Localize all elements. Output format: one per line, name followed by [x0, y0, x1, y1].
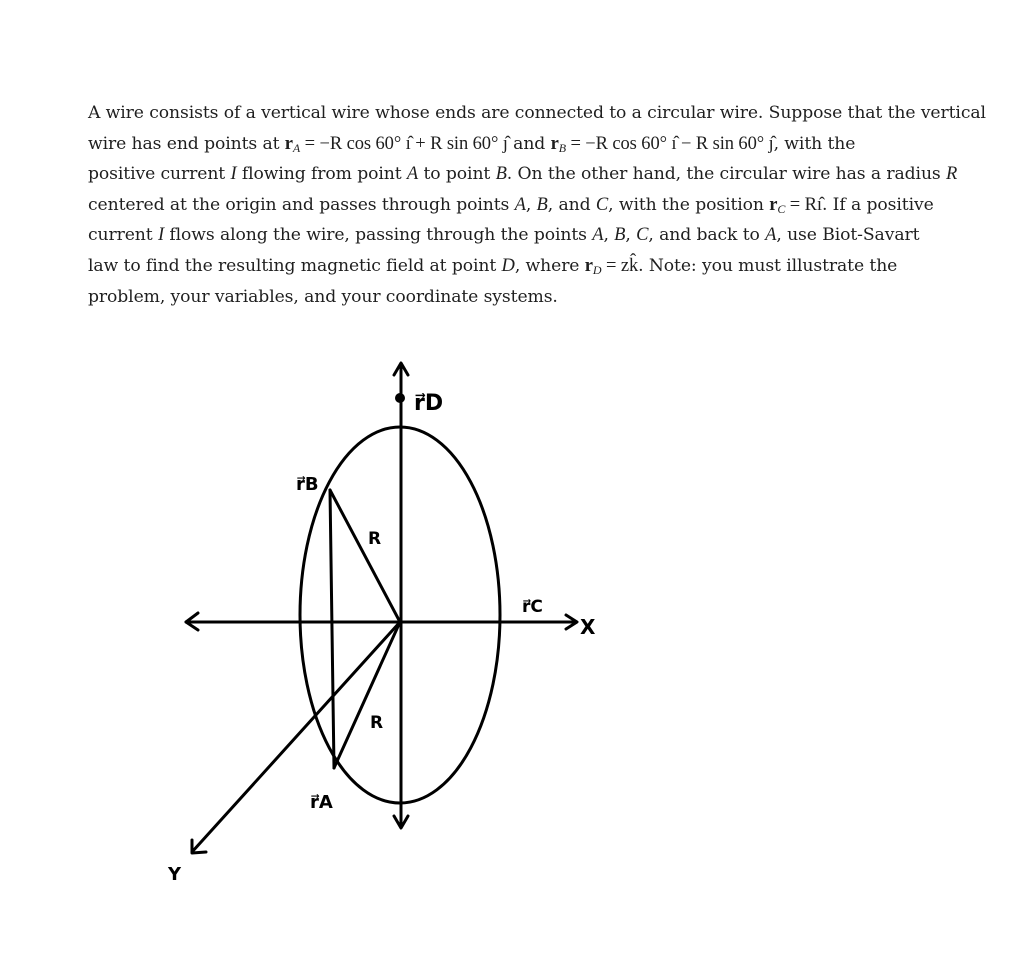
- text-run: problem, your variables, and your coordinate systems.: [88, 286, 558, 307]
- text-run: law to find the resulting magnetic field at point: [88, 255, 502, 276]
- math-var: D: [501, 255, 515, 276]
- text-run: ,: [603, 225, 615, 246]
- radius-to-b: [330, 490, 400, 622]
- text-run: and: [507, 133, 551, 154]
- radius-to-a: [334, 622, 400, 768]
- label-r-d: r⃗D: [414, 391, 444, 416]
- point-d-dot: [395, 393, 405, 403]
- text-run: ,: [625, 225, 637, 246]
- text-run: , with the: [773, 133, 856, 154]
- text-run: to point: [418, 164, 496, 185]
- math-subscript: A: [292, 140, 301, 155]
- math-var: B: [614, 225, 626, 246]
- label-y-axis: Y: [168, 864, 182, 885]
- math-subscript: D: [592, 262, 602, 277]
- text-run: , where: [514, 255, 585, 276]
- text-run: , with the position: [608, 194, 770, 215]
- text-run: A wire consists of a vertical wire whose ends are connected to a circular wire. Suppose that the vertical: [88, 103, 986, 123]
- math-var: I: [157, 225, 165, 246]
- text-run: ,: [525, 194, 537, 215]
- math-vector-r: r: [284, 133, 293, 154]
- math-var: A: [592, 225, 604, 246]
- math-vector-r: r: [550, 133, 559, 154]
- math-var: A: [514, 194, 526, 215]
- text-run: positive current: [88, 164, 231, 185]
- math-var: R: [946, 164, 958, 185]
- text-run: , use Biot-Savart: [776, 225, 920, 246]
- math-expression: = −R cos 60° ı̂ − R sin 60° ȷ̂: [565, 133, 774, 154]
- text-run: , and: [547, 194, 596, 215]
- math-vector-r: r: [584, 255, 593, 276]
- math-var: C: [636, 225, 649, 246]
- text-run: . On the other hand, the circular wire has a radius: [506, 164, 947, 185]
- label-r-b: r⃗B: [296, 474, 319, 495]
- math-var: A: [406, 164, 419, 185]
- text-run: , and back to: [648, 225, 766, 246]
- text-run: . Note: you must illustrate the: [638, 255, 898, 276]
- text-run: wire has end points at: [88, 133, 285, 154]
- math-var: B: [536, 194, 548, 215]
- math-subscript: C: [777, 201, 786, 216]
- math-expression: = −R cos 60° ı̂ + R sin 60° ȷ̂: [300, 133, 508, 154]
- math-vector-r: r: [769, 194, 778, 215]
- math-subscript: B: [558, 140, 566, 155]
- text-run: flowing from point: [236, 164, 407, 185]
- text-run: . If a positive: [821, 194, 934, 215]
- label-radius-upper: R: [368, 529, 382, 549]
- math-expression: = zk̂: [601, 255, 639, 276]
- math-expression: = Rı̂: [785, 194, 822, 215]
- text-run: centered at the origin and passes through points: [88, 194, 515, 215]
- math-var: I: [230, 164, 237, 185]
- text-run: flows along the wire, passing through the points: [164, 225, 593, 246]
- text-run: current: [88, 225, 158, 246]
- label-x-axis: X: [580, 615, 596, 639]
- y-axis: [192, 622, 400, 852]
- math-var: B: [495, 164, 507, 185]
- label-r-a: r⃗A: [310, 792, 333, 813]
- label-r-c: r⃗C: [522, 597, 543, 617]
- math-var: A: [765, 225, 777, 246]
- math-var: C: [595, 194, 609, 215]
- label-radius-lower: R: [370, 713, 384, 733]
- vertical-wire-ab: [330, 490, 334, 768]
